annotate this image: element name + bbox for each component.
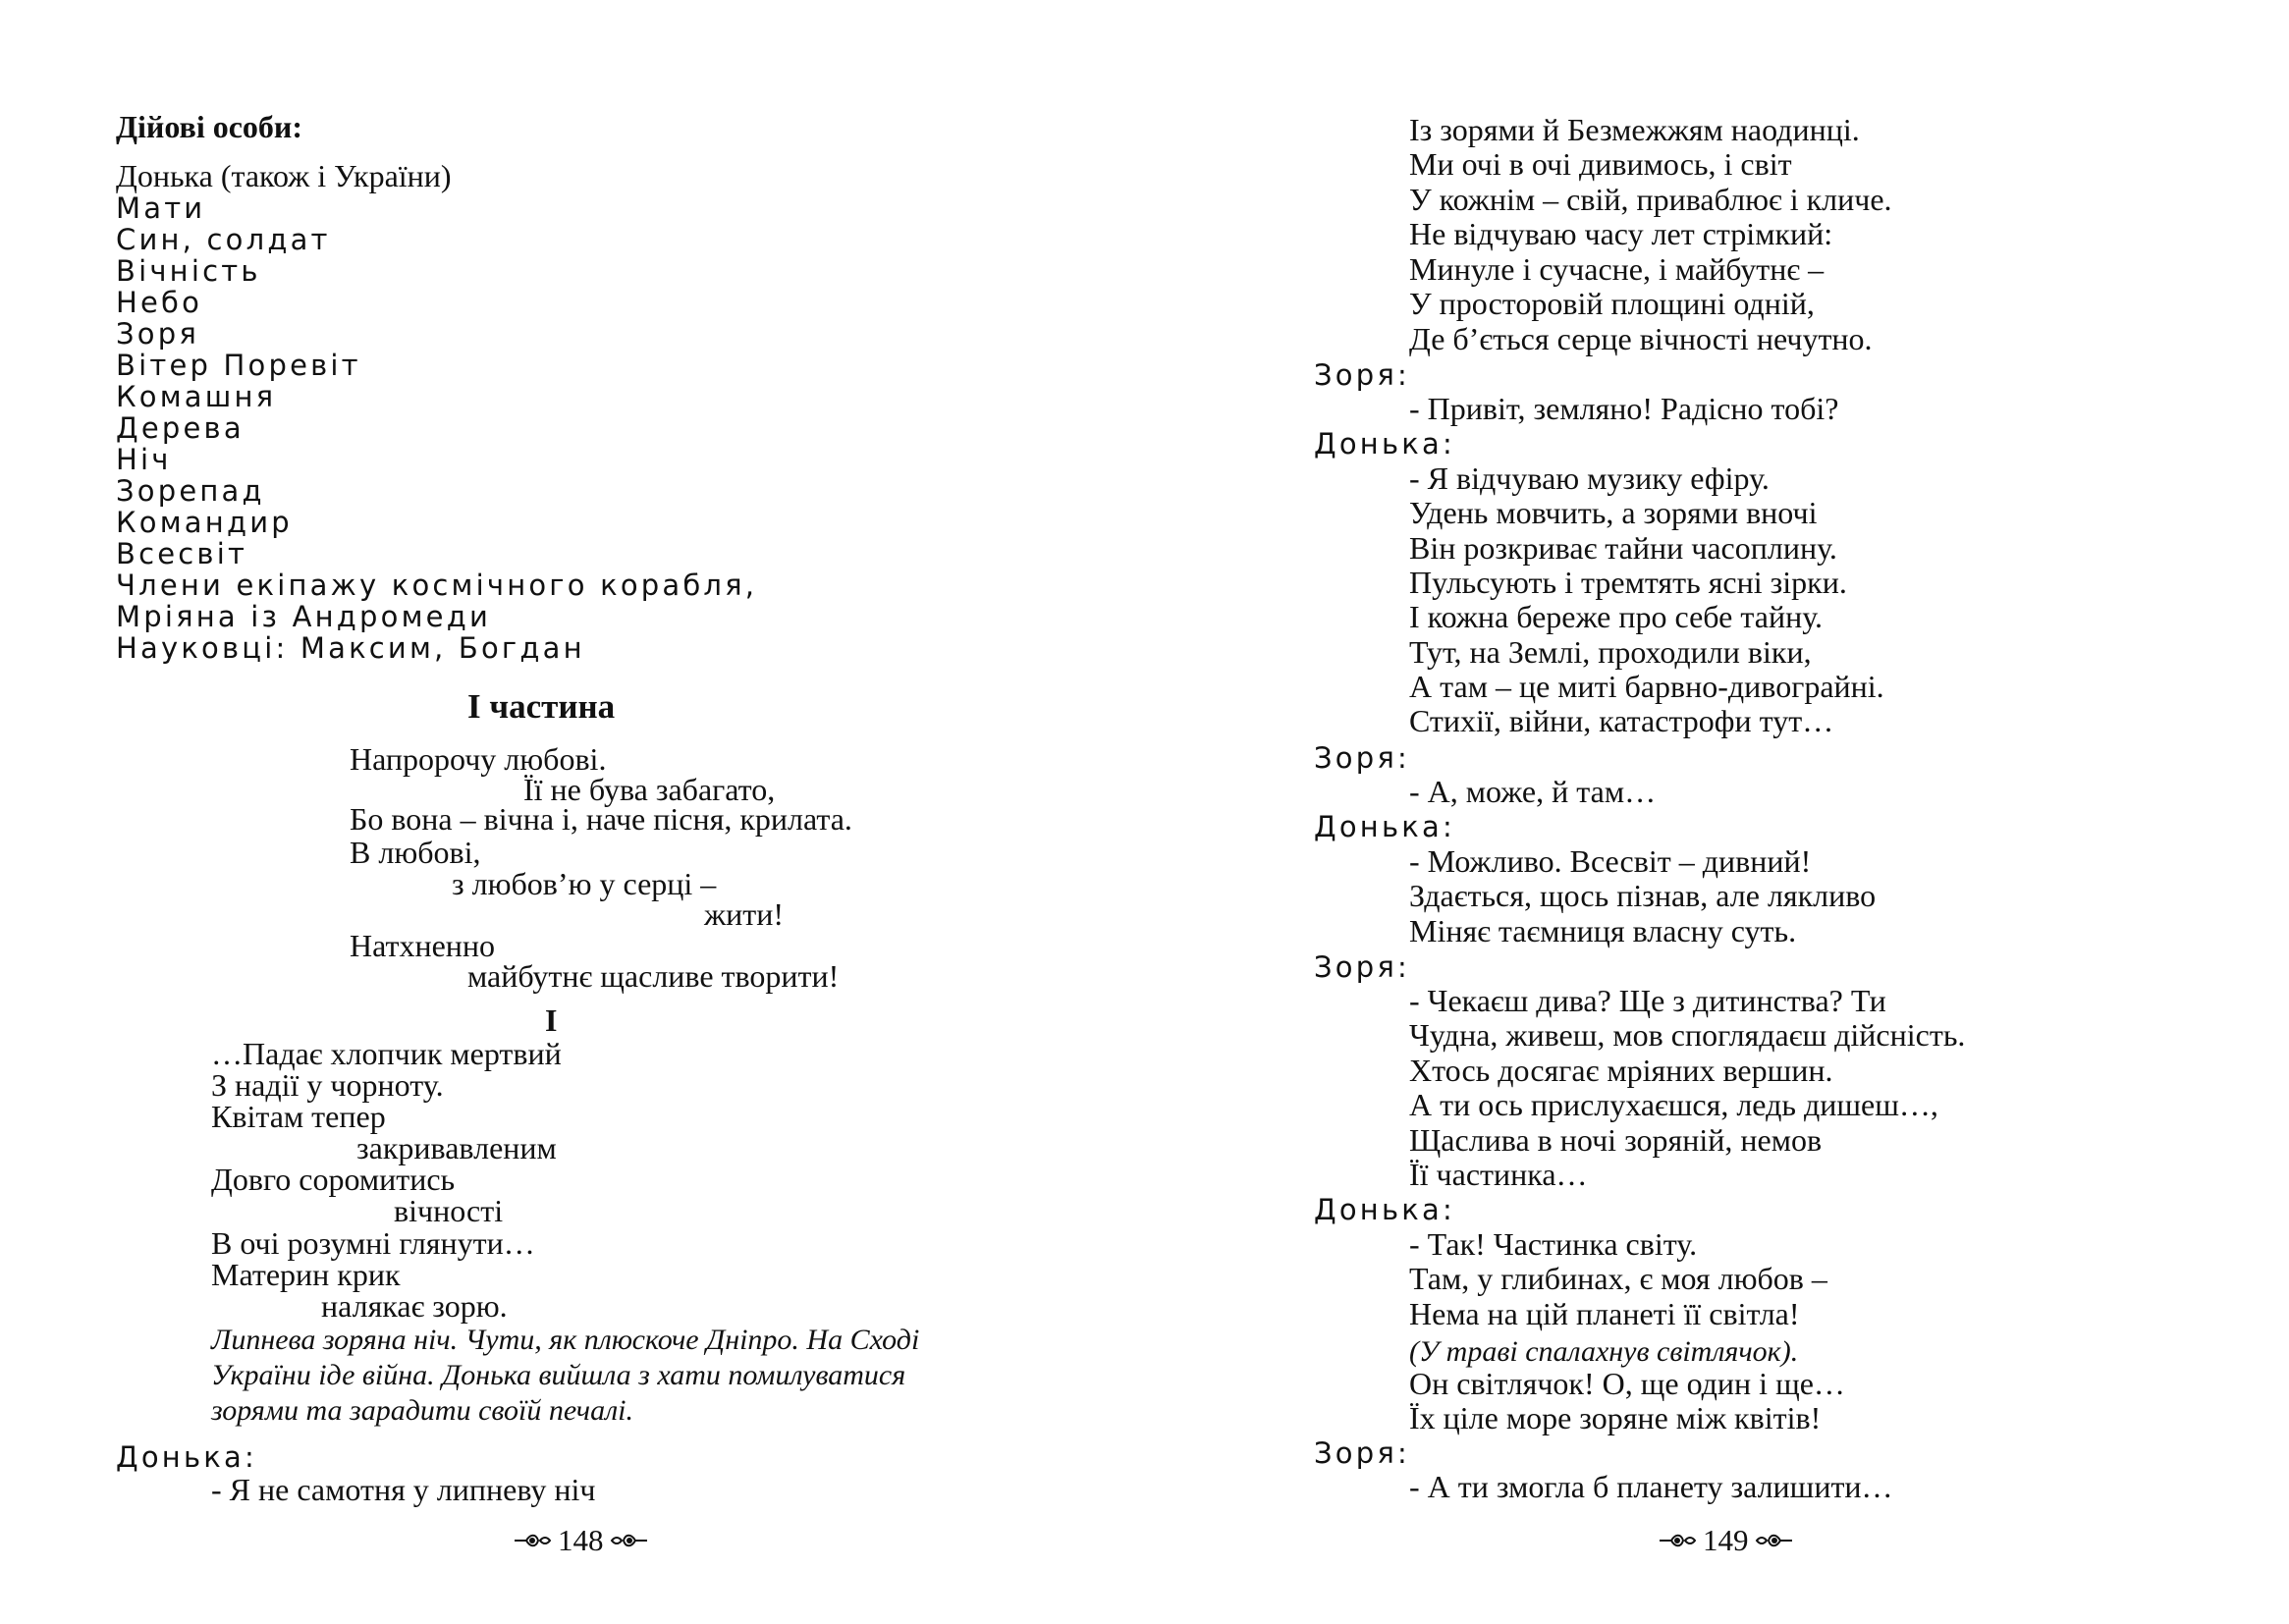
dialogue-line: Стихії, війни, катастрофи тут… [1409,703,1834,738]
cast-item: Всесвіт [116,537,248,570]
epigraph-line: Натхненно [350,928,496,963]
poem-line: вічності [394,1193,504,1228]
ornament-icon [513,1530,554,1551]
cast-item: Вітер Поревіт [116,349,361,382]
cast-item: Дерева [116,411,245,445]
dialogue-line: - Можливо. Всесвіт – дивний! [1409,843,1812,879]
ornament-icon [1753,1530,1794,1551]
dialogue-line: - Чекаєш дива? Ще з дитинства? Ти [1409,983,1886,1018]
stage-direction: (У траві спалахнув світлячок). [1409,1335,1799,1368]
cast-item: Члени екіпажу космічного корабля, [116,568,758,602]
epigraph-line: Бо вона – вічна і, наче пісня, крилата. [350,801,852,837]
page-number-left [513,1523,649,1558]
poem-line: Материн крик [211,1257,401,1292]
poem-line: В очі розумні глянути… [211,1225,535,1261]
poem-line: закривавленим [356,1130,557,1165]
right-page [1144,0,2289,1624]
cast-item: Зорепад [116,474,265,508]
speaker-name: Зоря: [1314,1436,1410,1470]
dialogue-line: Щаслива в ночі зоряній, немов [1409,1122,1823,1158]
dialogue-line: Здається, щось пізнав, але лякливо [1409,878,1877,913]
poem-line: налякає зорю. [321,1288,508,1324]
dialogue-line: - Я не самотня у липневу ніч [211,1472,596,1507]
poem-line: Де б’ється серце вічності нечутно. [1409,321,1873,356]
cast-item: Вічність [116,254,261,288]
speaker-name: Зоря: [1314,358,1410,392]
poem-line: …Падає хлопчик мертвий [211,1036,562,1071]
dialogue-line: Міняє таємниця власну суть. [1409,913,1797,948]
speaker-name: Донька: [1314,810,1455,843]
dialogue-line: Нема на цій планеті її світла! [1409,1296,1800,1331]
page-number-text: 149 [1703,1523,1749,1557]
epigraph-line: В любові, [350,835,481,870]
epigraph-line: Напророчу любові. [350,741,607,777]
dialogue-line: Там, у глибинах, є моя любов – [1409,1261,1827,1296]
poem-line: Квітам тепер [211,1099,386,1134]
dialogue-line: Пульсують і тремтять ясні зірки. [1409,565,1847,600]
page-number-right [1658,1523,1794,1558]
cast-first: Донька (також і України) [116,158,452,193]
dialogue-line: А ти ось прислухаєшся, ледь дишеш…, [1409,1087,1938,1122]
stage-direction-line: України іде війна. Донька вийшла з хати помилуватися [211,1359,906,1391]
speaker-name: Донька: [1314,1193,1455,1226]
dialogue-line: Він розкриває тайни часоплину. [1409,530,1837,566]
epigraph-line: Її не бува забагато, [523,772,776,807]
poem-line: Ми очі в очі дивимось, і світ [1409,146,1792,182]
poem-line: Не відчуваю часу лет стрімкий: [1409,216,1833,251]
dialogue-line: - Так! Частинка світу. [1409,1226,1698,1262]
speaker-name: Зоря: [1314,741,1410,775]
left-page [0,0,1139,1624]
stage-direction-line: Липнева зоряна ніч. Чути, як плюскоче Дніпро. На Сході [211,1324,920,1356]
dialogue-line: Чудна, живеш, мов споглядаєш дійсність. [1409,1017,1966,1053]
part-title: І частина [467,687,616,726]
section-title: І [545,1002,558,1038]
dialogue-line: Їх ціле море зоряне між квітів! [1409,1400,1822,1435]
cast-item: Науковці: Максим, Богдан [116,631,585,665]
stage-direction-line: зорями та зарадити своїй печалі. [211,1394,634,1427]
ornament-icon [608,1530,649,1551]
dialogue-line: - А ти змогла б планету залишити… [1409,1469,1893,1504]
cast-item: Ніч [116,443,172,476]
ornament-icon [1658,1530,1699,1551]
cast-item: Небо [116,286,203,319]
speaker-name: Донька: [1314,427,1455,460]
dialogue-line: А там – це миті барвно-дивограйні. [1409,669,1884,704]
cast-item: Мріяна із Андромеди [116,600,491,633]
epigraph-line: майбутнє щасливе творити! [467,958,840,994]
cast-heading: Дійові особи: [116,109,303,144]
poem-line: З надії у чорноту. [211,1067,444,1103]
poem-line: У кожнім – свій, приваблює і кличе. [1409,182,1892,217]
dialogue-line: Її частинка… [1409,1157,1588,1192]
cast-item: Мати [116,191,206,225]
epigraph-line: жити! [704,896,784,932]
cast-item: Командир [116,506,293,539]
page-number-text: 148 [558,1523,604,1557]
speaker-name: Зоря: [1314,950,1410,984]
dialogue-line: Хтось досягає мріяних вершин. [1409,1053,1833,1088]
poem-line: Довго соромитись [211,1162,456,1197]
speaker-name: Донька: [116,1440,257,1474]
cast-item: Комашня [116,380,277,413]
poem-line: Минуле і сучасне, і майбутнє – [1409,251,1825,287]
cast-item: Зоря [116,317,199,351]
dialogue-line: Он світлячок! О, ще один і ще… [1409,1366,1845,1401]
dialogue-line: І кожна береже про себе тайну. [1409,599,1823,634]
dialogue-line: - А, може, й там… [1409,774,1657,809]
dialogue-line: Удень мовчить, а зорями вночі [1409,495,1818,530]
dialogue-line: Тут, на Землі, проходили віки, [1409,634,1812,670]
dialogue-line: - Я відчуваю музику ефіру. [1409,460,1770,496]
cast-item: Син, солдат [116,223,331,256]
dialogue-line: - Привіт, земляно! Радісно тобі? [1409,391,1839,426]
poem-line: У просторовій площині одній, [1409,286,1815,321]
epigraph-line: з любов’ю у серці – [452,866,717,901]
poem-line: Із зорями й Безмежжям наодинці. [1409,112,1860,147]
